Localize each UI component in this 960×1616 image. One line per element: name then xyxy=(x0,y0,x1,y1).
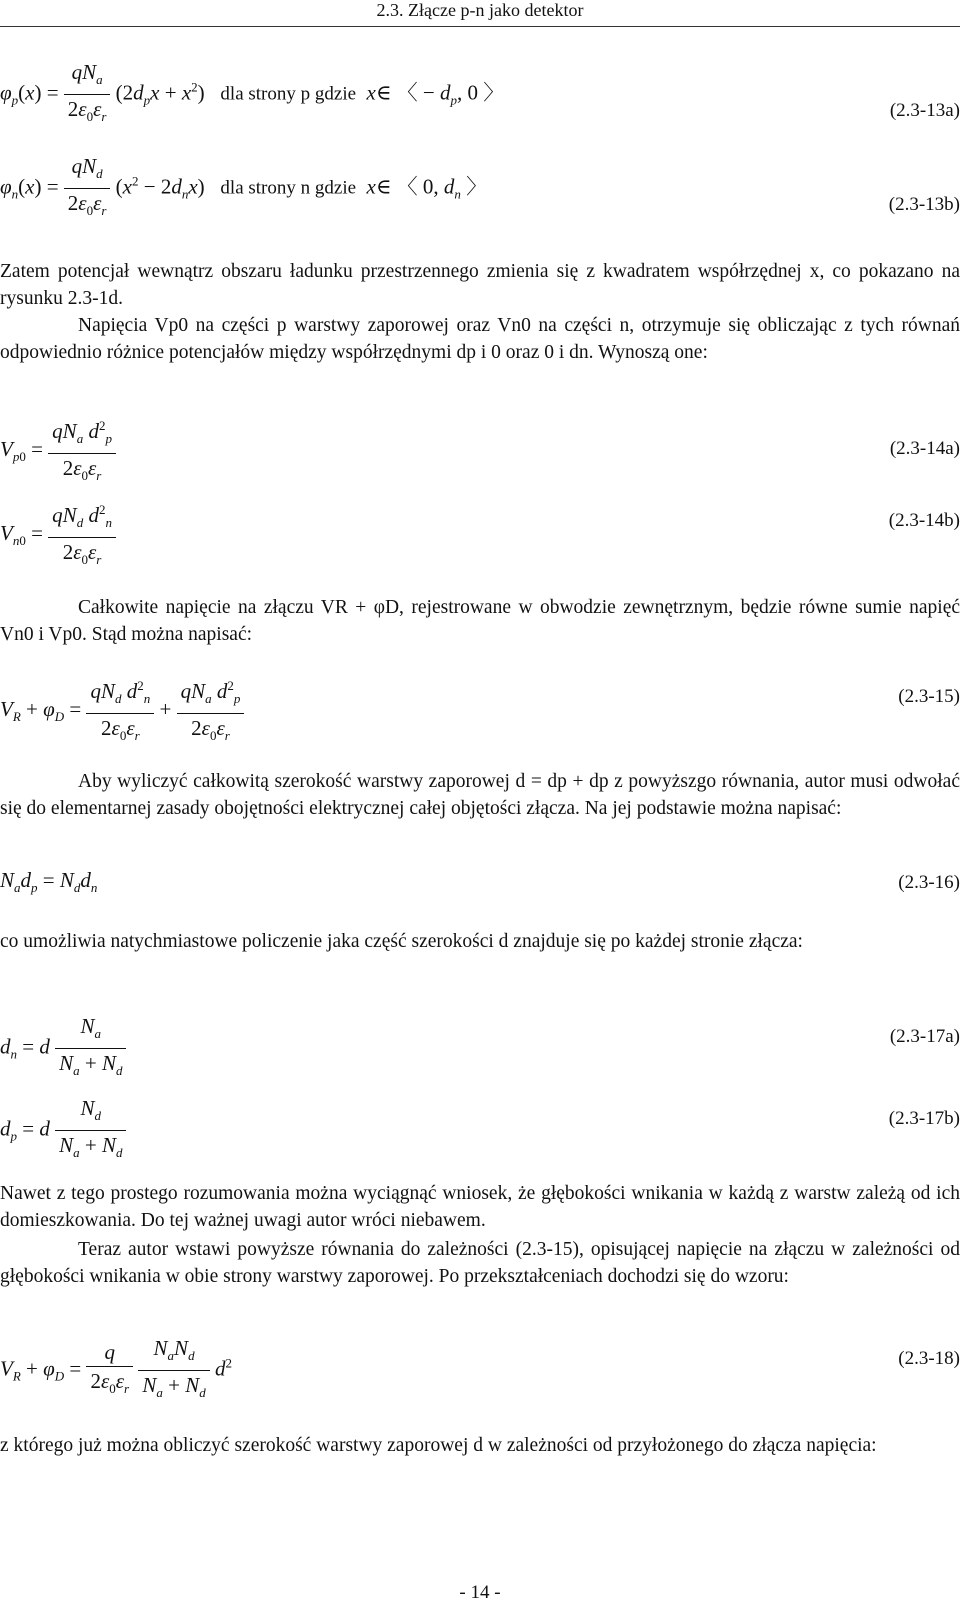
equation-16: $N_ad_p = N_dd_n$ xyxy=(0,868,98,896)
page-number: - 14 - xyxy=(459,1582,501,1603)
paragraph-1: Zatem potencjał wewnątrz obszaru ładunku przestrzennego zmienia się z kwadratem współrzędnej x, co pokazano na rysunku 2.3-1d. xyxy=(0,261,960,309)
paragraph-7: Teraz autor wstawi powyższe równania do zależności (2.3-15), opisującej napięcie na złączu w zależności od głębokości wnikania w obie strony warstwy zaporowej. Po przekształceniach dochodzi się do wzoru: xyxy=(0,1239,960,1287)
paragraph-8: z którego już można obliczyć szerokość warstwy zaporowej d w zależności od przyłożonego do złącza napięcia: xyxy=(0,1435,877,1456)
eq18-number: (2.3-18) xyxy=(898,1348,960,1369)
equation-13b: $\varphi_n(x)$ = $\frac{qN_d}{2\varepsilon_0\varepsilon_r}$ $(x^2 - 2d_nx)$ dla strony n gdzie x∈ 〈 0, $d_n$ 〉 xyxy=(0,154,488,219)
equation-17a: $d_n = d$ $\frac{N_a}{N_a + N_d}$ xyxy=(0,1012,126,1085)
eq13b-condition: dla strony n gdzie xyxy=(220,177,357,199)
equation-14a: $V_{p0}$ = $\frac{qN_a d^2_p}{2\varepsilon_0\varepsilon_r}$ xyxy=(0,412,116,490)
paragraph-6: Nawet z tego prostego rozumowania można wyciągnąć wniosek, że głębokości wnikania w każdą z warstw zależą od ich domieszkowania. Do tej ważnej uwagi autor wróci niebawem. xyxy=(0,1183,960,1231)
equation-18: $V_R + \varphi_D$ = $\frac{q}{2\varepsilon_0\varepsilon_r}$ $\frac{N_aN_d}{N_a + N_d}$ $d^2$ xyxy=(0,1336,232,1401)
eq13b-number: (2.3-13b) xyxy=(888,194,960,215)
equation-13a: $\varphi_p(x)$ = $\frac{qN_a}{2\varepsilon_0\varepsilon_r}$ $(2d_px + x^2)$ dla strony p gdzie x∈ 〈 − $d_p$, 0 〉 xyxy=(0,60,505,125)
header-rule xyxy=(0,26,960,27)
eq16-number: (2.3-16) xyxy=(898,872,960,893)
equation-15: $V_R + \varphi_D$ = $\frac{qN_d d^2_n}{2\varepsilon_0\varepsilon_r}$ + $\frac{qN_a d^2_p}{2\varepsilon_0\varepsilon_r}$ xyxy=(0,672,244,750)
eq13a-condition: dla strony p gdzie xyxy=(220,83,357,105)
eq15-number: (2.3-15) xyxy=(898,686,960,707)
running-header: 2.3. Złącze p-n jako detektor xyxy=(376,0,584,20)
eq14b-number: (2.3-14b) xyxy=(888,510,960,531)
paragraph-2: Napięcia Vp0 na części p warstwy zaporowej oraz Vn0 na części n, otrzymuje się obliczając z tych równań odpowiednio różnice potencjałów między współrzędnymi dp i 0 oraz 0 i dn. Wynoszą one: xyxy=(0,315,960,363)
paragraph-3: Całkowite napięcie na złączu VR + φD, rejestrowane w obwodzie zewnętrznym, będzie równe sumie napięć Vn0 i Vp0. Stąd można napisać: xyxy=(0,597,960,645)
equation-17b: $d_p = d$ $\frac{N_d}{N_a + N_d}$ xyxy=(0,1094,126,1167)
eq17a-number: (2.3-17a) xyxy=(889,1026,960,1047)
eq14a-number: (2.3-14a) xyxy=(889,438,960,459)
equation-14b: $V_{n0}$ = $\frac{qN_d d^2_n}{2\varepsilon_0\varepsilon_r}$ xyxy=(0,496,116,574)
paragraph-5: co umożliwia natychmiastowe policzenie jaka część szerokości d znajduje się po każdej stronie złącza: xyxy=(0,931,803,952)
paragraph-4: Aby wyliczyć całkowitą szerokość warstwy zaporowej d = dp + dp z powyższgo równania, autor musi odwołać się do elementarnej zasady obojętności elektrycznej całej objętości złącza. Na jej podstawie można napisać: xyxy=(0,771,960,819)
eq17b-number: (2.3-17b) xyxy=(888,1108,960,1129)
eq13a-number: (2.3-13a) xyxy=(889,100,960,121)
